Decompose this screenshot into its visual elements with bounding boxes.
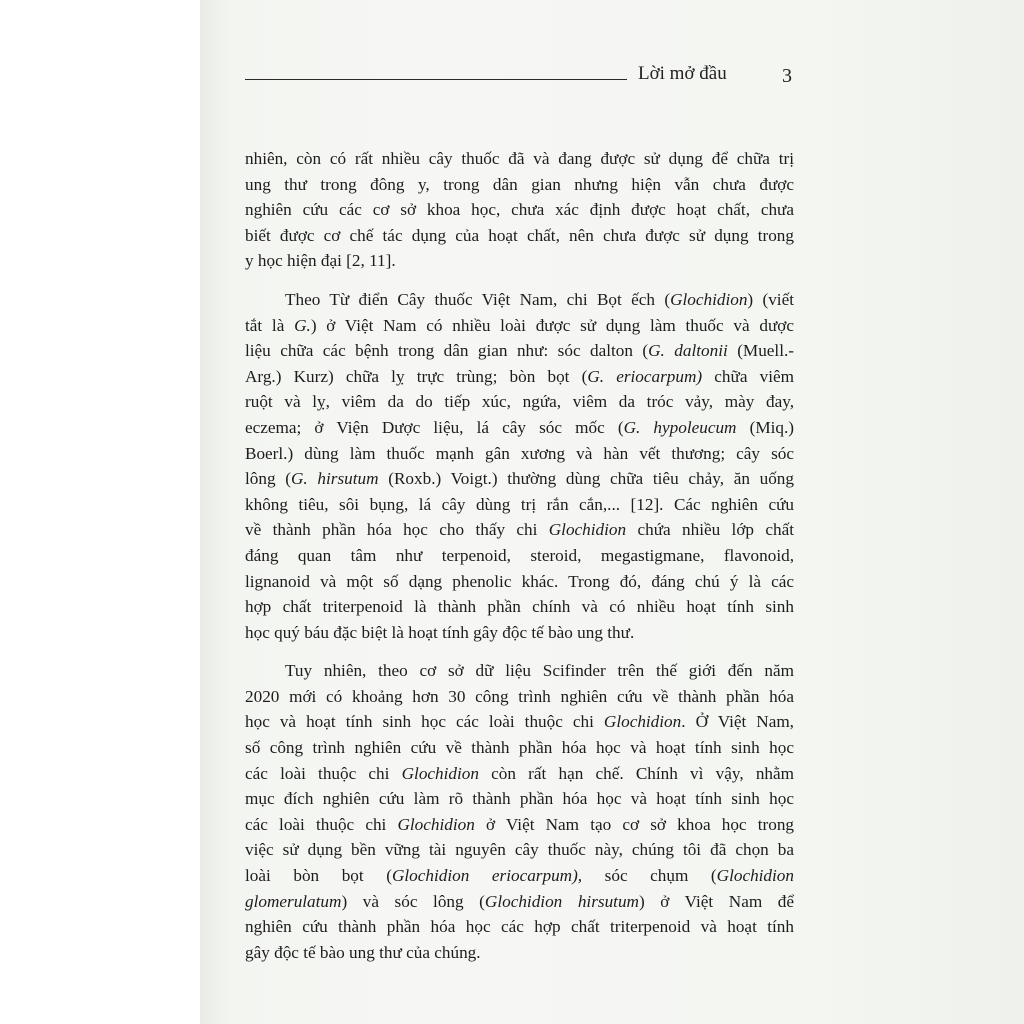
text-line: nghiên cứu thành phần hóa học các hợp chất triterpenoid và hoạt tính [245, 917, 794, 937]
text-line: liệu chữa các bệnh trong dân gian như: sóc dalton (G. daltonii (Muell.- [245, 341, 794, 361]
text-line: Boerl.) dùng làm thuốc mạnh gân xương và hàn vết thương; cây sóc [245, 443, 794, 463]
paragraph [245, 658, 794, 965]
running-header [245, 62, 805, 96]
text-line: 2020 mới có khoảng hơn 30 công trình nghiên cứu về thành phần hóa [245, 686, 794, 706]
text-line: hợp chất triterpenoid là thành phần chính và có nhiều hoạt tính sinh [245, 597, 794, 617]
text-line: biết được cơ chế tác dụng của hoạt chất, nên chưa được sử dụng trong [245, 225, 794, 245]
text-line: các loài thuộc chi Glochidion còn rất hạn chế. Chính vì vậy, nhằm [245, 763, 794, 783]
text-line: các loài thuộc chi Glochidion ở Việt Nam tạo cơ sở khoa học trong [245, 814, 794, 834]
text-line: về thành phần hóa học cho thấy chi Glochidion chứa nhiều lớp chất [245, 520, 794, 540]
text-line: tắt là G.) ở Việt Nam có nhiều loài được sử dụng làm thuốc và dược [245, 315, 794, 335]
text-line: ruột và lỵ, viêm da do tiếp xúc, ngứa, viêm da tróc vảy, mày đay, [245, 392, 794, 412]
text-line: Theo Từ điển Cây thuốc Việt Nam, chi Bọt ếch (Glochidion) (viết [285, 289, 794, 309]
header-rule [245, 79, 627, 80]
text-line: Tuy nhiên, theo cơ sở dữ liệu Scifinder trên thế giới đến năm [285, 661, 794, 681]
body-text [245, 146, 794, 965]
text-line: glomerulatum) và sóc lông (Glochidion hirsutum) ở Việt Nam để [245, 891, 794, 911]
text-line: ung thư trong đông y, trong dân gian nhưng hiện vẫn chưa được [245, 174, 794, 194]
text-line: nghiên cứu các cơ sở khoa học, chưa xác định được hoạt chất, chưa [245, 200, 794, 220]
text-line: eczema; ở Viện Dược liệu, lá cây sóc mốc (G. hypoleucum (Miq.) [245, 417, 794, 437]
text-line: học và hoạt tính sinh học các loài thuộc chi Glochidion. Ở Việt Nam, [245, 712, 794, 732]
page-number: 3 [782, 65, 792, 87]
chapter-title: Lời mở đầu [638, 63, 727, 84]
paragraph [245, 287, 794, 645]
text-line: mục đích nghiên cứu làm rõ thành phần hóa học và hoạt tính sinh học [245, 789, 794, 809]
text-line: lông (G. hirsutum (Roxb.) Voigt.) thường dùng chữa tiêu chảy, ăn uống [245, 469, 794, 489]
text-line: số công trình nghiên cứu về thành phần hóa học và hoạt tính sinh học [245, 738, 794, 758]
text-line: học quý báu đặc biệt là hoạt tính gây độc tế bào ung thư. [245, 622, 635, 642]
paragraph [245, 146, 794, 274]
text-line: y học hiện đại [2, 11]. [245, 251, 396, 271]
text-line: việc sử dụng bền vững tài nguyên cây thuốc này, chúng tôi đã chọn ba [245, 840, 794, 860]
text-line: loài bòn bọt (Glochidion eriocarpum), sóc chụm (Glochidion [245, 866, 794, 886]
text-line: không tiêu, sôi bụng, lá cây dùng trị rắn cắn,... [12]. Các nghiên cứu [245, 494, 794, 514]
text-line: nhiên, còn có rất nhiều cây thuốc đã và đang được sử dụng để chữa trị [245, 149, 794, 168]
text-line: đáng quan tâm như terpenoid, steroid, megastigmane, flavonoid, [245, 545, 794, 565]
text-line: lignanoid và một số dạng phenolic khác. Trong đó, đáng chú ý là các [245, 571, 794, 591]
text-line: gây độc tế bào ung thư của chúng. [245, 942, 481, 962]
text-line: Arg.) Kurz) chữa lỵ trực trùng; bòn bọt (G. eriocarpum) chữa viêm [245, 366, 794, 386]
